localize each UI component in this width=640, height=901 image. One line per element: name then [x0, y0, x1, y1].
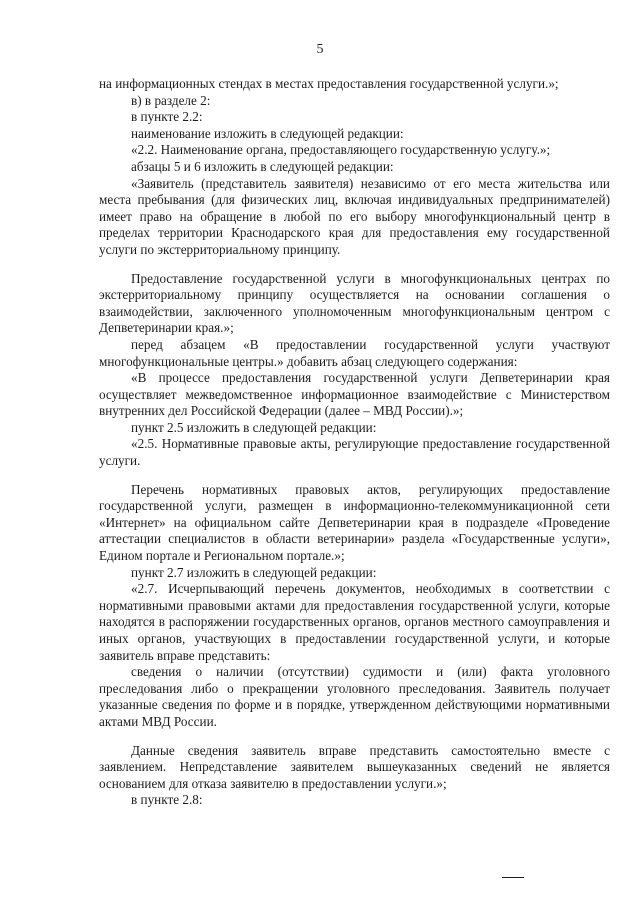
paragraph: перед абзацем «В предоставлении государственной услуги участвуют многофункциональные центры.» добавить абзац следующего содержания: — [99, 336, 610, 369]
paragraph: на информационных стендах в местах предоставления государственной услуги.»; — [99, 76, 559, 91]
paragraph: абзацы 5 и 6 изложить в следующей редакции: — [131, 158, 394, 174]
paragraph: в пункте 2.8: — [131, 792, 203, 808]
paragraph: в) в разделе 2: — [131, 92, 211, 108]
paragraph: «В процессе предоставления государственной услуги Депветеринарии края осуществляет межведомственное информационное взаимодействие с Министерством внутренних дел Российской Федерации (далее – МВД России).»; — [99, 370, 610, 419]
paragraph: «2.5. Нормативные правовые акты, регулирующие предоставление государственной услуги. — [99, 436, 610, 469]
paragraph: пункт 2.7 изложить в следующей редакции: — [131, 564, 377, 580]
document-body — [99, 76, 610, 809]
paragraph: Предоставление государственной услуги в многофункциональных центрах по экстерриториальному принципу осуществляется на основании соглашения о взаимодействии, заключенного уполномоченным многофункциональным центром с Депветеринарии края.»; — [99, 270, 610, 336]
paragraph: «Заявитель (представитель заявителя) независимо от его места жительства или места пребывания (для физических лиц, включая индивидуальных предпринимателей) имеет право на обращение в любой по его выбору многофункциональный центр в пределах территории Краснодарского края для предоставления ему государственной услуги по экстерриториальному принципу. — [99, 175, 610, 257]
paragraph: пункт 2.5 изложить в следующей редакции: — [131, 419, 377, 435]
paragraph: наименование изложить в следующей редакции: — [131, 125, 404, 141]
paragraph: «2.2. Наименование органа, предоставляющего государственную услугу.»; — [131, 142, 551, 158]
paragraph: в пункте 2.2: — [131, 109, 203, 125]
page-number: 5 — [316, 42, 324, 57]
paragraph: «2.7. Исчерпывающий перечень документов, необходимых в соответствии с нормативными правовыми актами для предоставления государственной услуги, которые находятся в распоряжении государственных органов, органов местного самоуправления и иных органов, участвующих в предоставлении государственной услуги, и которые заявитель вправе представить: — [99, 581, 610, 663]
footer-rule — [502, 877, 524, 878]
paragraph: Перечень нормативных правовых актов, регулирующих предоставление государственной услуги, размещен в информационно-телекоммуникационной сети «Интернет» на официальном сайте Депветеринарии края в подразделе «Проведение аттестации специалистов в области ветеринарии» раздела «Государственные услуги», Едином портале и Региональном портале.»; — [99, 481, 610, 564]
paragraph: сведения о наличии (отсутствии) судимости и (или) факта уголовного преследования либо о прекращении уголовного преследования. Заявитель получает указанные сведения по форме и в порядке, утвержденном действующими нормативными актами МВД России. — [99, 664, 610, 729]
paragraph: Данные сведения заявитель вправе представить самостоятельно вместе с заявлением. Непредставление заявителем вышеуказанных сведений не является основанием для отказа заявителю в предоставлении услуги.»; — [99, 742, 610, 791]
